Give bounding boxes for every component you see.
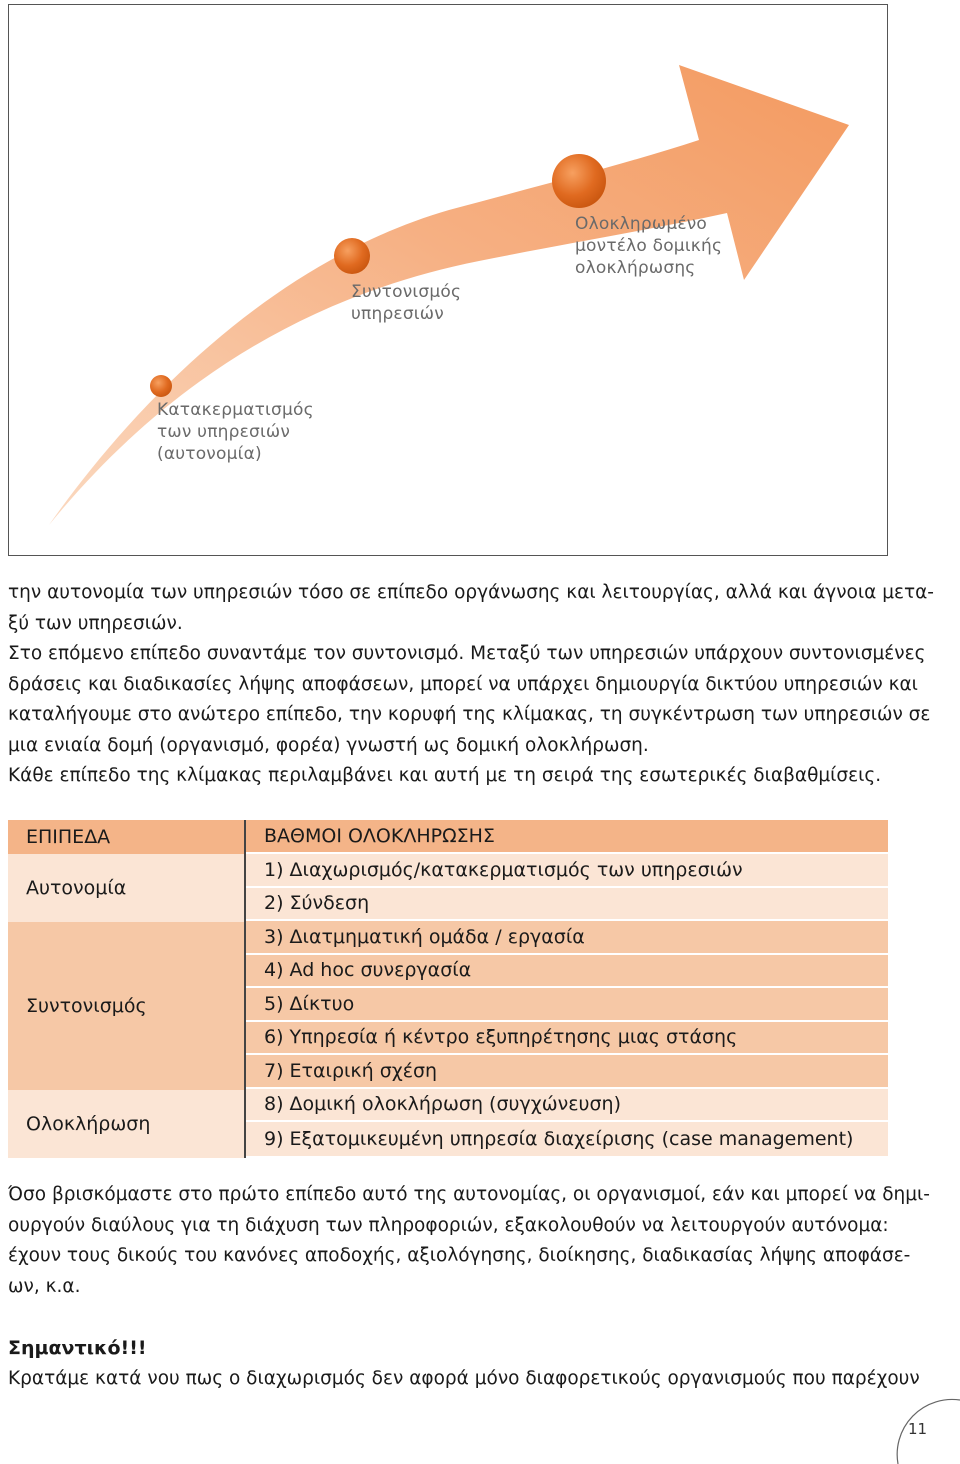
table-row: 7) Εταιρική σχέση — [246, 1055, 888, 1089]
text-line: ων, κ.α. — [8, 1275, 81, 1297]
table-row: 4) Ad hoc συνεργασία — [246, 955, 888, 989]
table-row: 8) Δομική ολοκλήρωση (συγχώνευση) — [246, 1089, 888, 1123]
stage3-dot — [552, 154, 606, 208]
table-row: 1) Διαχωρισμός/κατακερματισμός των υπηρεσιών — [246, 854, 888, 888]
important-note — [8, 1333, 920, 1394]
level-integration: Ολοκλήρωση — [8, 1090, 244, 1158]
text-line: την αυτονομία των υπηρεσιών τόσο σε επίπεδο οργάνωσης και λειτουργίας, αλλά και άγνοια μετα- — [8, 582, 934, 603]
stage1-label: Κατακερματισμός των υπηρεσιών (αυτονομία) — [157, 400, 314, 464]
header-degrees: ΒΑΘΜΟΙ ΟΛΟΚΛΗΡΩΣΗΣ — [246, 820, 888, 854]
text-line: Στο επόμενο επίπεδο συναντάμε τον συντονισμό. Μεταξύ των υπηρεσιών υπάρχουν συντονισμένες — [8, 643, 926, 664]
integration-figure — [8, 4, 888, 556]
stage1-dot — [150, 375, 172, 397]
degrees-column — [246, 820, 888, 1158]
text-line: ξύ των υπηρεσιών. — [8, 612, 183, 634]
stage2-label: Συντονισμός υπηρεσιών — [351, 282, 462, 324]
text-line: ουργούν διαύλους για τη διάχυση των πληροφοριών, εξακολουθούν να λειτουργούν αυτόνομα: — [8, 1214, 889, 1236]
level-coordination: Συντονισμός — [8, 922, 244, 1090]
important-heading: Σημαντικό!!! — [8, 1337, 147, 1359]
stage2-dot — [334, 238, 370, 274]
text-line: καταλήγουμε στο ανώτερο επίπεδο, την κορυφή της κλίμακας, τη συγκέντρωση των υπηρεσιών σε — [8, 704, 931, 725]
table-row: 6) Υπηρεσία ή κέντρο εξυπηρέτησης μιας στάσης — [246, 1022, 888, 1056]
header-levels: ΕΠΙΠΕΔΑ — [8, 820, 244, 854]
text-line: Κάθε επίπεδο της κλίμακας περιλαμβάνει και αυτή με τη σειρά της εσωτερικές διαβαθμίσεις. — [8, 765, 882, 786]
level-autonomy: Αυτονομία — [8, 854, 244, 922]
intro-paragraph — [8, 578, 934, 792]
table-row: 9) Εξατομικευμένη υπηρεσία διαχείρισης (case management) — [246, 1122, 888, 1158]
text-line: μια ενιαία δομή (οργανισμό, φορέα) γνωστή ως δομική ολοκλήρωση. — [8, 734, 649, 756]
text-line: Κρατάμε κατά νου πως ο διαχωρισμός δεν αφορά μόνο διαφορετικούς οργανισμούς που παρέχουν — [8, 1367, 920, 1389]
text-line: έχουν τους δικούς του κανόνες αποδοχής, αξιολόγησης, διοίκησης, διαδικασίας λήψης αποφάσε- — [8, 1245, 911, 1266]
text-line: Όσο βρισκόμαστε στο πρώτο επίπεδο αυτό της αυτονομίας, οι οργανισμοί, εάν και μπορεί να δημι- — [8, 1184, 930, 1205]
autonomy-paragraph — [8, 1180, 930, 1302]
text-line: δράσεις και διαδικασίες λήψης αποφάσεων, μπορεί να υπάρχει δημιουργία δικτύου υπηρεσιών και — [8, 673, 918, 695]
stage3-label: Ολοκληρωμένο μοντέλο δομικής ολοκλήρωσης — [575, 214, 723, 278]
integration-levels-table — [8, 820, 888, 1158]
table-row: 2) Σύνδεση — [246, 888, 888, 922]
page-number: 11 — [908, 1420, 928, 1438]
table-row: 3) Διατμηματική ομάδα / εργασία — [246, 921, 888, 955]
levels-column — [8, 820, 246, 1158]
table-row: 5) Δίκτυο — [246, 988, 888, 1022]
